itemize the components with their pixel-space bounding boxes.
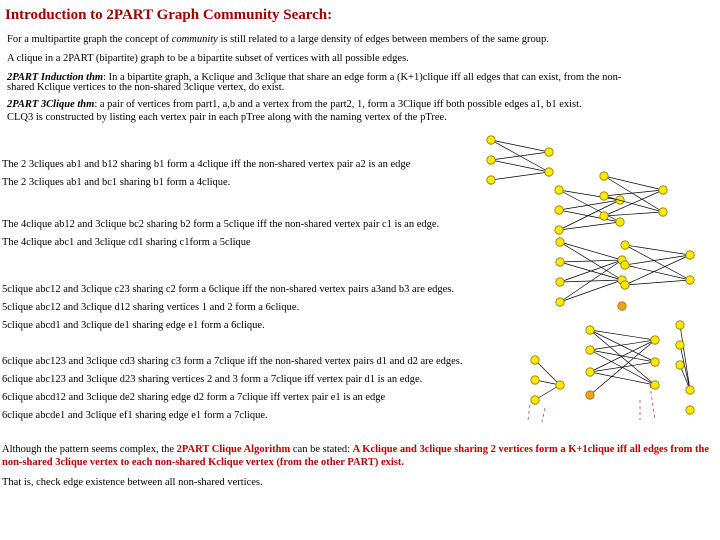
conclusion-text: Although the pattern seems complex, the xyxy=(2,444,177,455)
graph-edge xyxy=(491,160,549,172)
conclusion-paragraph xyxy=(2,443,716,469)
dashed-edge xyxy=(528,405,530,420)
conclusion-text: can be stated: xyxy=(290,444,353,455)
graph-edge xyxy=(680,325,690,390)
graph-vertex xyxy=(487,156,495,164)
3clique-theorem-line-1 xyxy=(7,98,582,111)
graph-edge xyxy=(560,242,622,280)
example-line: 5clique abc12 and 3clique c23 sharing c2 form a 6clique iff the non-shared vertex pairs a3and b3 are edges. xyxy=(2,284,455,295)
graph-edge xyxy=(604,176,663,190)
graph-vertex xyxy=(600,192,608,200)
graph-vertex xyxy=(621,281,629,289)
intro-text: is still related to a large density of edges between members of the same group. xyxy=(217,34,549,45)
3clique-theorem-line-2: CLQ3 is constructed by listing each vertex pair in each pTree along with the naming vertex of the pTree. xyxy=(7,112,447,123)
graph-vertex xyxy=(487,176,495,184)
graph-edge xyxy=(559,222,620,230)
graph-vertex xyxy=(531,356,539,364)
graph-vertex xyxy=(586,368,594,376)
graph-vertex xyxy=(616,218,624,226)
page-title: Introduction to 2PART Graph Community Search: xyxy=(5,7,333,23)
graph-edge xyxy=(560,280,622,302)
induction-theorem-label: 2PART Induction thm xyxy=(7,72,104,83)
graph-edge xyxy=(604,196,663,212)
graph-vertex xyxy=(600,212,608,220)
graph-vertex xyxy=(555,226,563,234)
example-line: 5clique abc12 and 3clique d12 sharing vertices 1 and 2 form a 6clique. xyxy=(2,302,300,313)
graph-vertex xyxy=(676,341,684,349)
induction-theorem-text: : In a bipartite graph, a Kclique and 3clique that share an edge form a (K+1)clique iff all edges that can exist, from the non- xyxy=(103,72,622,83)
example-line: The 2 3cliques ab1 and b12 sharing b1 form a 4clique iff the non-shared vertex pair a2 is an edge xyxy=(2,159,411,170)
intro-paragraph-2: A clique in a 2PART (bipartite) graph to be a bipartite subset of vertices with all possible edges. xyxy=(7,53,409,64)
graph-edge xyxy=(560,242,622,260)
graph-vertex xyxy=(686,406,694,414)
example-line: 5clique abcd1 and 3clique de1 sharing edge e1 form a 6clique. xyxy=(2,320,265,331)
graph-edge xyxy=(560,262,622,280)
graph-vertex xyxy=(686,251,694,259)
graph-edge xyxy=(604,212,663,216)
graph-vertex xyxy=(618,302,626,310)
graph-vertex xyxy=(586,326,594,334)
graph-vertex xyxy=(555,186,563,194)
graph-vertex xyxy=(556,238,564,246)
algorithm-statement: A Kclique and 3clique sharing 2 vertices form a K+1clique iff all edges from the non-shared 3clique vertex to each non-shared Kclique vertex (from the other PART) exist. xyxy=(2,444,709,468)
3clique-theorem-label: 2PART 3Clique thm xyxy=(7,99,95,110)
graph-edge xyxy=(491,140,549,172)
dashed-edge xyxy=(650,385,655,420)
graph-vertex xyxy=(651,381,659,389)
graph-vertex xyxy=(545,148,553,156)
example-line: 6clique abcd12 and 3clique de2 sharing edge d2 form a 7clique iff vertex pair e1 is an edge xyxy=(2,392,386,403)
graph-vertex xyxy=(651,358,659,366)
example-line: The 4clique abc1 and 3clique cd1 sharing c1form a 5clique xyxy=(2,237,251,248)
graph-vertex xyxy=(659,186,667,194)
graph-vertex xyxy=(531,396,539,404)
graph-vertex xyxy=(556,258,564,266)
graph-vertex xyxy=(487,136,495,144)
graph-edge xyxy=(559,210,620,222)
example-line: 6clique abc123 and 3clique d23 sharing vertices 2 and 3 form a 7clique iff vertex pair d1 is an edge. xyxy=(2,374,423,385)
example-line: 6clique abcde1 and 3clique ef1 sharing edge e1 form a 7clique. xyxy=(2,410,268,421)
algorithm-name: 2PART Clique Algorithm xyxy=(176,444,291,455)
graph-vertex xyxy=(586,391,594,399)
graph-vertex xyxy=(621,261,629,269)
graph-vertex xyxy=(676,361,684,369)
graph-edge xyxy=(559,200,620,210)
graph-vertex xyxy=(686,386,694,394)
graph-vertex xyxy=(651,336,659,344)
graph-vertex xyxy=(531,376,539,384)
graph-vertex xyxy=(545,168,553,176)
community-term: community xyxy=(171,34,218,45)
graph-edge xyxy=(560,260,622,302)
graph-vertex xyxy=(586,346,594,354)
graph-edge xyxy=(625,265,690,280)
example-line: The 2 3cliques ab1 and bc1 sharing b1 form a 4clique. xyxy=(2,177,231,188)
graph-edge xyxy=(625,255,690,265)
intro-paragraph-1 xyxy=(7,33,549,46)
graph-edge xyxy=(491,172,549,180)
induction-theorem-line-2: shared Kclique vertices to the non-shared 3clique vertex, do exist. xyxy=(7,82,285,93)
example-line: The 4clique ab12 and 3clique bc2 sharing b2 form a 5clique iff the non-shared vertex pair c1 is an edge. xyxy=(2,219,440,230)
3clique-theorem-text: : a pair of vertices from part1, a,b and a vertex from the part2, 1, form a 3Clique iff both possible edges a1, b1 exist. xyxy=(94,99,582,110)
graph-vertex xyxy=(556,381,564,389)
graph-vertex xyxy=(556,278,564,286)
graph-edge xyxy=(491,140,549,152)
graph-vertex xyxy=(659,208,667,216)
graph-vertex xyxy=(555,206,563,214)
graph-vertex xyxy=(676,321,684,329)
graph-vertex xyxy=(600,172,608,180)
dashed-edge xyxy=(542,408,545,422)
graph-vertex xyxy=(686,276,694,284)
intro-text: For a multipartite graph the concept of xyxy=(7,34,172,45)
conclusion-summary: That is, check edge existence between all non-shared vertices. xyxy=(2,477,263,488)
example-line: 6clique abc123 and 3clique cd3 sharing c3 form a 7clique iff the non-shared vertex pairs d1 and d2 are edges. xyxy=(2,356,463,367)
graph-edge xyxy=(590,372,655,385)
graph-edge xyxy=(559,200,620,230)
graph-vertex xyxy=(621,241,629,249)
graph-vertex xyxy=(556,298,564,306)
graph-edge xyxy=(604,190,663,196)
